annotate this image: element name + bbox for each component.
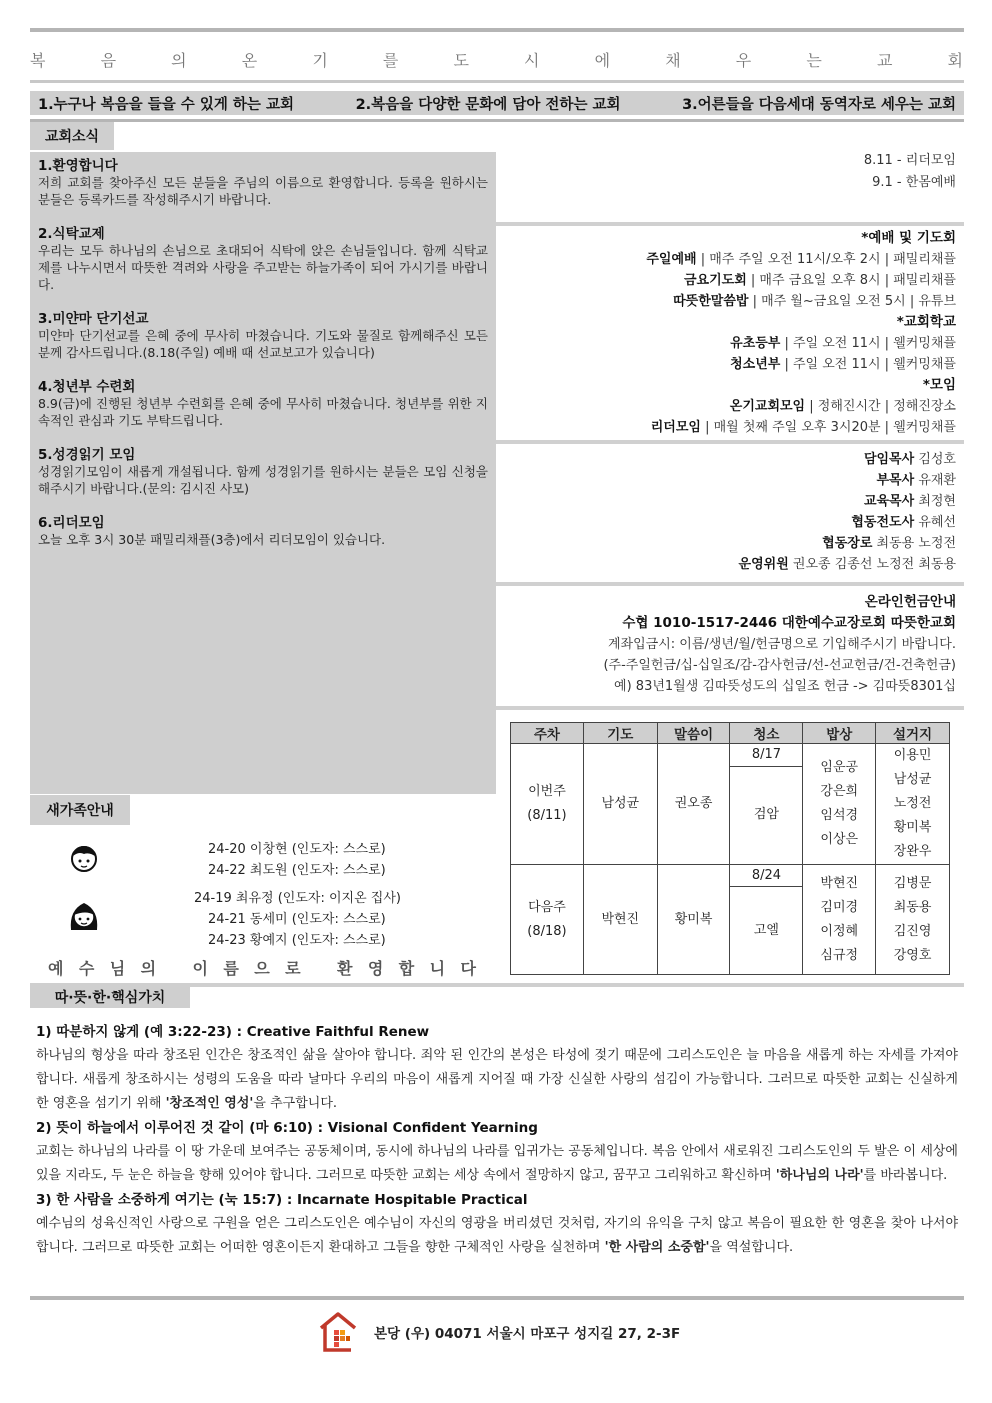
motto-letter: 복 (30, 50, 47, 70)
church-house-logo-icon (318, 1310, 358, 1354)
duty-meal: 임운공 강은희 임석경 이상은 (803, 744, 876, 865)
worship-item (496, 270, 964, 291)
school-name: 유초등부 (730, 336, 781, 351)
worship-block (496, 228, 964, 438)
offering-note: 계좌입금시: 이름/생년/월/헌금명으로 기입해주시기 바랍니다. (608, 637, 956, 652)
news-item (38, 379, 488, 429)
female-icon (66, 898, 102, 934)
welcome-letter: 영 (367, 959, 384, 978)
newfamily-entry: 24-23 황예지 (인도자: 스스로) (208, 933, 386, 948)
staff-row (496, 470, 964, 491)
duty-table (510, 722, 950, 975)
meeting-name: 리더모임 (650, 420, 701, 435)
offering-note: (주-주일헌금/십-십일조/감-감사헌금/선-선교헌금/건-건축헌금) (603, 658, 956, 673)
duty-clean: 고엘 (730, 887, 803, 975)
schedule-item: 9.1 - 한몸예배 (872, 175, 956, 190)
motto-letter: 의 (171, 50, 188, 70)
duty-row (511, 865, 950, 887)
offering-account: 수협 1010-1517-2446 대한예수교장로회 따뜻한교회 (622, 615, 956, 631)
news-title: 6.리더모임 (38, 515, 105, 531)
motto-letter: 교 (876, 50, 894, 70)
male-icon (68, 842, 100, 874)
meeting-name: 온기교회모임 (729, 399, 806, 414)
staff-row (496, 512, 964, 533)
offering-note: 예) 83년1월생 김따뜻성도의 십일조 헌금 -> 김따뜻8301십 (614, 679, 956, 694)
school-item (496, 333, 964, 354)
worship-item (496, 291, 964, 312)
motto-letter: 음 (100, 50, 118, 70)
section-rule (30, 119, 964, 122)
duty-reader: 권오종 (657, 744, 730, 865)
welcome-letter: 니 (429, 959, 446, 978)
staff-role: 협동전도사 (851, 515, 915, 530)
welcome-letter: 으 (254, 959, 270, 978)
staff-names: 최동용 노정전 (876, 536, 956, 551)
motto-letter: 시 (524, 50, 541, 70)
welcome-letter: 예 (48, 959, 64, 978)
school-heading: *교회학교 (896, 314, 956, 330)
staff-role: 부목사 (876, 473, 915, 488)
core-value-title: 3) 한 사람을 소중하게 여기는 (눅 15:7) : Incarnate Hospitable Practical (36, 1192, 528, 1208)
welcome-letter: 이 (192, 959, 208, 978)
school-detail: | 주일 오전 11시 | 웰커밍채플 (780, 336, 956, 351)
duty-header: 밥상 (803, 723, 876, 744)
duty-prayer: 남성균 (583, 744, 657, 865)
welcome-message (48, 956, 476, 979)
newfamily-entry: 24-21 동세미 (인도자: 스스로) (208, 912, 386, 927)
news-item (38, 515, 488, 548)
staff-block (496, 449, 964, 575)
motto-rule (30, 80, 964, 83)
value-2: 2.복음을 다양한 문화에 담아 전하는 교회 (355, 96, 621, 113)
worship-name: 주일예배 (646, 252, 697, 267)
news-item (38, 311, 488, 361)
school-item (496, 354, 964, 375)
welcome-letter: 수 (78, 959, 95, 978)
motto-letter: 에 (594, 50, 612, 70)
staff-row (496, 554, 964, 575)
news-title: 5.성경읽기 모임 (38, 447, 136, 463)
bottom-rule (30, 1296, 964, 1300)
newfamily-entry: 24-19 최유정 (인도자: 이지온 집사) (194, 891, 401, 906)
value-1: 1.누구나 복음을 들을 수 있게 하는 교회 (38, 96, 294, 113)
motto-letter: 우 (735, 50, 753, 70)
staff-names: 유재환 (918, 473, 956, 488)
motto-letter: 는 (806, 50, 823, 70)
news-title: 2.식탁교제 (38, 226, 105, 242)
duty-clean-date: 8/24 (730, 865, 803, 887)
welcome-letter: 다 (460, 959, 476, 978)
staff-names: 유혜선 (918, 515, 956, 530)
news-tab-label: 교회소식 (44, 129, 100, 145)
news-title: 1.환영합니다 (38, 158, 118, 174)
newfamily-entry: 24-22 최도원 (인도자: 스스로) (208, 863, 386, 878)
news-title: 3.미얀마 단기선교 (38, 311, 149, 327)
motto-letter: 회 (947, 50, 964, 70)
news-item (38, 447, 488, 497)
core-value-body: 교회는 하나님의 나라를 이 땅 가운데 보여주는 공동체이며, 동시에 하나님의 나라를 입귀가는 공동체입니다. 복음 안에서 새로워진 그리스도인의 두 발은 이 세상에 있을 지라도, 두 눈은 하늘을 향해 있어야 합니다. 그러므로 따뜻한 교회는 세상 속에서 절망하지 않고, 꿈꾸고 그리워하고 확신하며 '하나님의 나라'를 바라봅니다. (36, 1144, 958, 1183)
duty-header: 기도 (583, 723, 657, 744)
duty-clean-date: 8/17 (730, 744, 803, 767)
welcome-letter: 환 (336, 959, 353, 978)
corevalues-tab-label: 따·뜻·한·핵심가치 (54, 990, 166, 1006)
core-value-title: 1) 따분하지 않게 (예 3:22-23) : Creative Faithful Renew (36, 1024, 430, 1040)
duty-reader: 황미복 (657, 865, 730, 975)
duty-header: 청소 (730, 723, 803, 744)
separator (496, 440, 964, 444)
church-address: 본당 (우) 04071 서울시 마포구 성지길 27, 2-3F (374, 1326, 681, 1342)
news-title: 4.청년부 수련회 (38, 379, 136, 395)
motto-letter: 온 (241, 50, 259, 70)
duty-week: 이번주 (8/11) (511, 744, 584, 865)
news-body: 저희 교회를 찾아주신 모든 분들을 주님의 이름으로 환영합니다. 등록을 원하시는 분들은 등록카드를 작성해주시기 바랍니다. (38, 175, 488, 207)
news-body: 미얀마 단기선교를 은혜 중에 무사히 마쳤습니다. 기도와 물질로 함께해주신 모든 분께 감사드립니다.(8.18(주일) 예배 때 선교보고가 있습니다) (38, 328, 488, 360)
separator (496, 582, 964, 586)
newfamily-tab-label: 새가족안내 (46, 803, 114, 819)
welcome-letter: 름 (223, 959, 239, 978)
news-item (38, 158, 488, 208)
welcome-letter: 로 (285, 959, 301, 978)
duty-dish: 김병문 최동용 김진영 강영호 (876, 865, 950, 975)
welcome-letter (316, 956, 322, 979)
staff-role: 교육목사 (863, 494, 915, 509)
worship-detail: | 매주 주일 오전 11시/오후 2시 | 패밀리채플 (696, 252, 956, 267)
newfamily-tab (30, 795, 130, 825)
staff-role: 담임목사 (863, 452, 915, 467)
staff-names: 권오종 김종선 노정전 최동용 (792, 557, 956, 572)
schedule-item: 8.11 - 리더모임 (863, 153, 956, 168)
meeting-item (496, 417, 964, 438)
separator (496, 222, 964, 226)
news-item (38, 226, 488, 293)
worship-detail: | 매주 금요일 오후 8시 | 패밀리채플 (746, 273, 956, 288)
footer (318, 1310, 680, 1354)
staff-row (496, 449, 964, 470)
motto-letter: 채 (665, 50, 682, 70)
welcome-letter: 의 (140, 959, 157, 978)
motto-letter: 를 (382, 50, 400, 70)
worship-name: 따뜻한말씀밥 (673, 294, 749, 309)
core-value-body: 하나님의 형상을 따라 창조된 인간은 창조적인 삶을 살아야 합니다. 죄악 된 인간의 본성은 타성에 젖기 때문에 그리스도인은 늘 마음을 새롭게 하는 자세를 가져야합니다. 새롭게 창조하시는 성령의 도움을 따라 날마다 우리의 마음이 새롭게 지어질 때 가장 신실한 사랑의 섬김이 가능합니다. 그러므로 따뜻한 교회는 신실하게 한 영혼을 섬기기 위해 '창조적인 영성'을 추구합니다. (36, 1048, 958, 1111)
news-body: 우리는 모두 하나님의 손님으로 초대되어 식탁에 앉은 손님들입니다. 함께 식탁교제를 나누시면서 따뜻한 격려와 사랑을 주고받는 하늘가족이 되어 가시기를 바랍니다. (38, 243, 488, 292)
meeting-heading: *모임 (922, 377, 956, 393)
duty-header: 주차 (511, 723, 584, 744)
welcome-letter: 님 (109, 959, 126, 978)
duty-clean: 검암 (730, 766, 803, 864)
motto-letter: 도 (453, 50, 470, 70)
staff-role: 운영위원 (738, 557, 789, 572)
news-tab (30, 122, 114, 150)
worship-item (496, 249, 964, 270)
staff-row (496, 491, 964, 512)
school-detail: | 주일 오전 11시 | 웰커밍채플 (780, 357, 956, 372)
worship-detail: | 매주 월~금요일 오전 5시 | 유튜브 (748, 294, 956, 309)
staff-names: 김성호 (918, 452, 956, 467)
duty-header: 말씀이 (657, 723, 730, 744)
news-body: 8.9(금)에 진행된 청년부 수련회를 은혜 중에 무사히 마쳤습니다. 청년부를 위한 지속적인 관심과 기도 부탁드립니다. (38, 396, 488, 428)
newfamily-entry: 24-20 이창현 (인도자: 스스로) (208, 842, 386, 857)
worship-name: 금요기도회 (683, 273, 747, 288)
staff-role: 협동장로 (822, 536, 873, 551)
duty-prayer: 박현진 (583, 865, 657, 975)
offering-block (496, 592, 964, 697)
separator (496, 706, 964, 710)
core-values-bar (30, 91, 964, 115)
core-values-section (36, 1020, 958, 1260)
duty-header-row (511, 723, 950, 744)
meeting-detail: | 정해진시간 | 정해진장소 (805, 399, 956, 414)
core-value-title: 2) 뜻이 하늘에서 이루어진 것 같이 (마 6:10) : Visional Confident Yearning (36, 1120, 538, 1136)
meeting-item (496, 396, 964, 417)
core-value-body: 예수님의 성육신적인 사랑으로 구원을 얻은 그리스도인은 예수님이 자신의 영광을 버리셨던 것처럼, 자기의 유익을 구치 않고 복음이 필요한 한 영혼을 찾아 나서야 합니다. 그러므로 따뜻한 교회는 어떠한 영혼이든지 환대하고 그들을 향한 구체적인 사랑을 실천하며 '한 사람의 소중함'을 역설합니다. (36, 1216, 958, 1255)
school-name: 청소년부 (730, 357, 781, 372)
motto-letter: 기 (312, 50, 329, 70)
welcome-letter (172, 956, 178, 979)
welcome-letter: 합 (398, 959, 415, 978)
value-3: 3.어른들을 다음세대 동역자로 세우는 교회 (682, 96, 956, 113)
duty-meal: 박현진 김미경 이정혜 심규정 (803, 865, 876, 975)
staff-names: 최정현 (918, 494, 956, 509)
news-body: 오늘 오후 3시 30분 패밀리채플(3층)에서 리더모임이 있습니다. (38, 532, 386, 547)
corevalues-tab (30, 986, 190, 1008)
staff-row (496, 533, 964, 554)
church-motto (30, 48, 964, 70)
offering-title: 온라인헌금안내 (864, 594, 956, 610)
worship-heading: *예배 및 기도회 (861, 230, 956, 246)
duty-row (511, 744, 950, 767)
duty-header: 설거지 (876, 723, 950, 744)
meeting-detail: | 매월 첫째 주일 오후 3시20분 | 웰커밍채플 (700, 420, 956, 435)
schedule-block (496, 150, 964, 194)
top-rule (30, 28, 964, 32)
duty-week: 다음주 (8/18) (511, 865, 584, 975)
news-panel (30, 152, 496, 794)
duty-dish: 이용민 남성균 노정전 황미복 장완우 (876, 744, 950, 865)
news-body: 성경읽기모임이 새롭게 개설됩니다. 함께 성경읽기를 원하시는 분들은 모임 신청을 해주시기 바랍니다.(문의: 김시진 사모) (38, 464, 488, 496)
